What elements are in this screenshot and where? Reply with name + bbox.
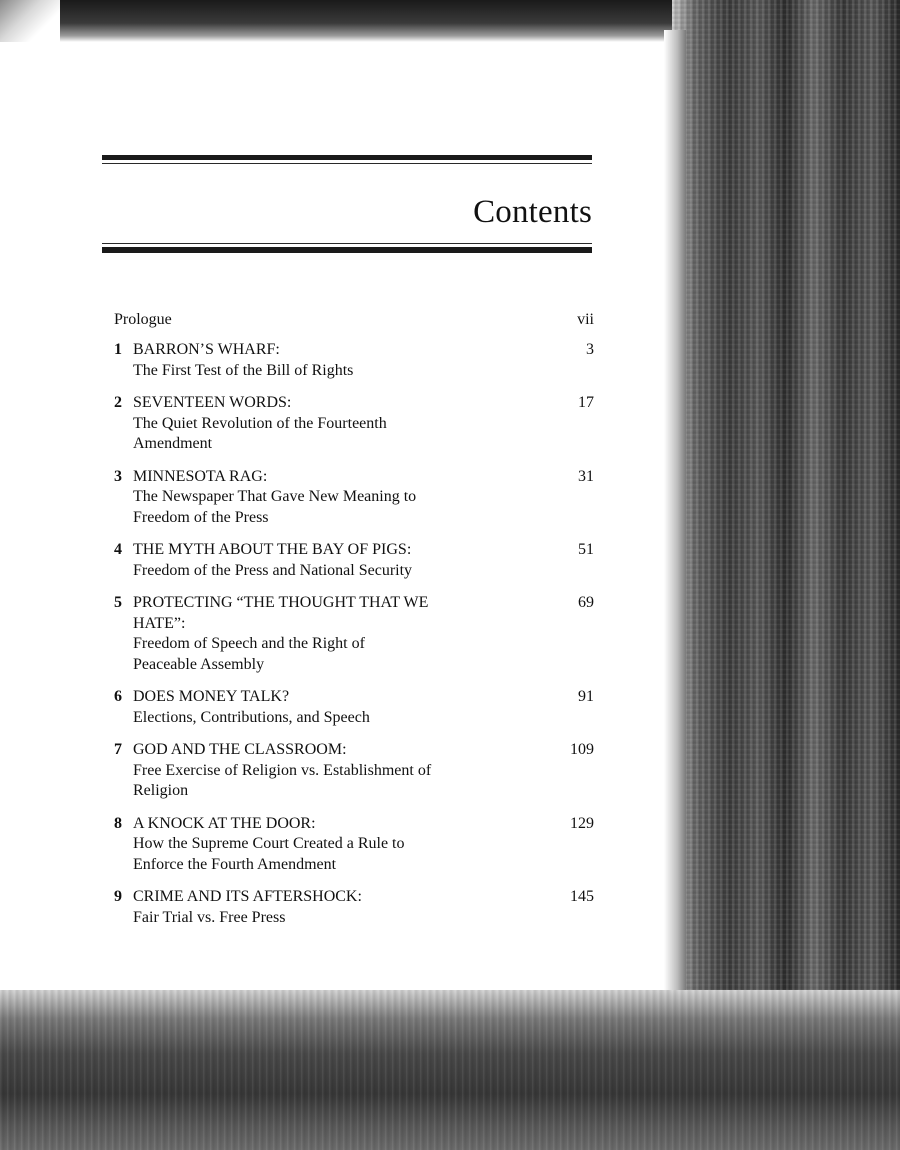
toc-entry-chapter — [114, 887, 594, 928]
chapter-page-number: 109 — [570, 741, 594, 758]
chapter-page-number: 51 — [578, 541, 594, 558]
chapter-title-block — [133, 540, 503, 581]
chapter-number: 6 — [114, 688, 122, 705]
toc-entry-chapter — [114, 340, 594, 381]
chapter-page-number: 3 — [586, 341, 594, 358]
chapter-subtitle-line: Elections, Contributions, and Speech — [133, 708, 370, 726]
toc-entry-chapter — [114, 467, 594, 529]
page-title: Contents — [473, 194, 592, 230]
title-rule-top-thin — [102, 163, 592, 164]
chapter-title-block — [133, 340, 503, 381]
toc-entry-chapter — [114, 393, 594, 455]
chapter-subtitle-line: Peaceable Assembly — [133, 655, 265, 673]
chapter-heading: GOD AND THE CLASSROOM: — [133, 741, 347, 758]
chapter-subtitle-line: Freedom of the Press and National Security — [133, 561, 413, 579]
chapter-number: 5 — [114, 594, 122, 611]
prologue-label: Prologue — [114, 311, 172, 328]
toc-entry-chapter — [114, 740, 594, 802]
title-rule-bottom — [102, 247, 592, 253]
chapter-subtitle-line: The Quiet Revolution of the Fourteenth — [133, 414, 387, 432]
chapter-page-number: 91 — [578, 688, 594, 705]
chapter-subtitle-line: The First Test of the Bill of Rights — [133, 361, 354, 379]
toc-entry-chapter — [114, 593, 594, 675]
chapter-subtitle-line: HATE”: — [133, 614, 186, 632]
chapter-heading: DOES MONEY TALK? — [133, 688, 290, 705]
chapter-subtitle-line: How the Supreme Court Created a Rule to — [133, 835, 405, 852]
chapter-number: 9 — [114, 888, 122, 905]
chapter-title-block — [133, 814, 503, 876]
chapter-page-number: 31 — [578, 467, 594, 485]
page-edge-right — [664, 30, 686, 990]
chapter-number: 7 — [114, 741, 122, 758]
scan-shadow-bottom — [0, 990, 900, 1150]
toc-entry-chapter — [114, 540, 594, 581]
title-rule-bottom-thin — [102, 243, 592, 244]
chapter-heading: THE MYTH ABOUT THE BAY OF PIGS: — [133, 541, 412, 558]
chapter-title-block — [133, 687, 503, 728]
chapter-number: 4 — [114, 541, 122, 558]
chapter-heading: CRIME AND ITS AFTERSHOCK: — [133, 888, 362, 905]
chapter-subtitle-line: Amendment — [133, 435, 213, 452]
scan-shadow-right — [672, 0, 900, 1150]
chapter-subtitle-line: Free Exercise of Religion vs. Establishment of — [133, 761, 432, 779]
chapter-subtitle-line: The Newspaper That Gave New Meaning to — [133, 488, 417, 505]
chapter-title-block — [133, 393, 503, 455]
chapter-heading: SEVENTEEN WORDS: — [133, 394, 292, 411]
chapter-list — [114, 340, 594, 928]
chapter-number: 3 — [114, 467, 122, 485]
toc-entry-prologue — [114, 310, 594, 340]
title-rule-top — [102, 155, 592, 160]
chapter-heading: PROTECTING “THE THOUGHT THAT WE — [133, 594, 429, 611]
chapter-number: 2 — [114, 394, 122, 411]
toc-entry-chapter — [114, 687, 594, 728]
chapter-title-block — [133, 467, 503, 529]
chapter-page-number: 145 — [570, 888, 594, 905]
chapter-page-number: 69 — [578, 594, 594, 611]
chapter-subtitle-line: Freedom of the Press — [133, 508, 269, 526]
table-of-contents — [114, 310, 594, 928]
chapter-title-block — [133, 887, 503, 928]
chapter-subtitle-line: Fair Trial vs. Free Press — [133, 908, 286, 926]
chapter-title-block — [133, 740, 503, 802]
chapter-heading: BARRON’S WHARF: — [133, 341, 280, 358]
chapter-subtitle-line: Enforce the Fourth Amendment — [133, 855, 337, 873]
chapter-page-number: 129 — [570, 814, 594, 832]
chapter-heading: A KNOCK AT THE DOOR: — [133, 814, 316, 832]
prologue-page-number: vii — [577, 311, 594, 328]
chapter-subtitle-line: Religion — [133, 782, 189, 799]
toc-entry-chapter — [114, 814, 594, 876]
chapter-page-number: 17 — [578, 394, 594, 411]
chapter-subtitle-line: Freedom of Speech and the Right of — [133, 635, 365, 652]
chapter-number: 8 — [114, 814, 122, 832]
scan-shadow-corner — [0, 0, 60, 42]
chapter-heading: MINNESOTA RAG: — [133, 467, 268, 485]
chapter-number: 1 — [114, 341, 122, 358]
chapter-title-block — [133, 593, 503, 675]
